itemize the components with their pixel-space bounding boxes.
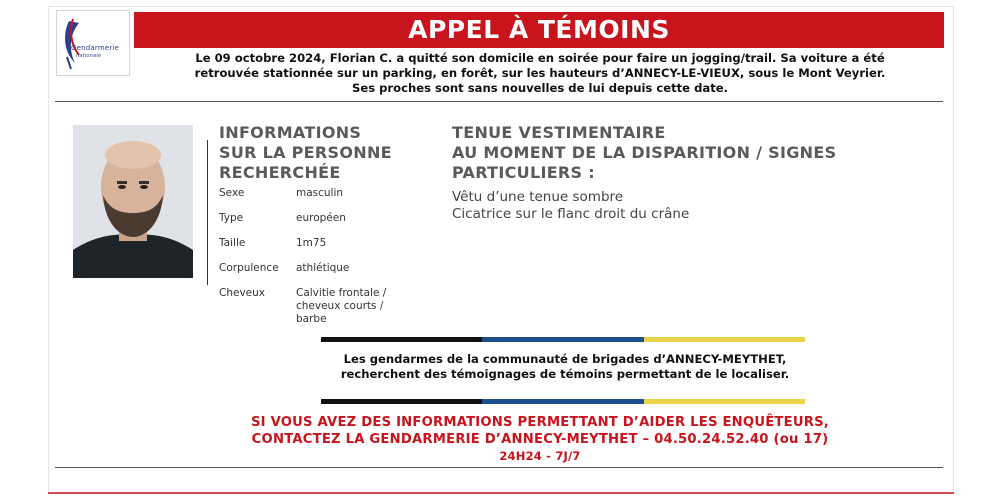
person-photo xyxy=(73,125,193,278)
info-key: Type xyxy=(219,212,244,224)
info-key: Cheveux xyxy=(219,287,265,299)
divider-bottom xyxy=(55,467,943,468)
contact-call-to-action xyxy=(150,414,930,465)
logo-name: Gendarmerie xyxy=(71,44,120,52)
gendarmerie-logo xyxy=(56,10,130,76)
intro-line-2: retrouvée stationnée sur un parking, en forêt, sur les hauteurs d’ANNECY-LE-VIEUX, sous le Mont Veyrier. xyxy=(194,66,886,80)
title-banner: APPEL À TÉMOINS xyxy=(134,12,944,48)
brigade-message xyxy=(320,352,810,382)
brigade-line-2: recherchent des témoignages de témoins permettant de le localiser. xyxy=(340,367,790,381)
clothing-line-2: Cicatrice sur le flanc droit du crâne xyxy=(452,206,690,222)
brigade-line-1: Les gendarmes de la communauté de brigades d’ANNECY-MEYTHET, xyxy=(343,352,787,366)
tricolor-band-top xyxy=(321,337,805,342)
person-info-heading: INFORMATIONS SUR LA PERSONNE RECHERCHÉE xyxy=(219,123,392,182)
info-vertical-divider xyxy=(207,140,208,285)
divider-top xyxy=(55,101,943,102)
info-value: masculin xyxy=(296,187,344,199)
intro-line-3: Ses proches sont sans nouvelles de lui depuis cette date. xyxy=(351,81,729,95)
clothing-description xyxy=(452,189,689,223)
call-line-1: SI VOUS AVEZ DES INFORMATIONS PERMETTANT D’AIDER LES ENQUÊTEURS, xyxy=(250,415,830,430)
intro-line-1: Le 09 octobre 2024, Florian C. a quitté son domicile en soirée pour faire un jogging/trail. Sa voiture a été xyxy=(195,51,885,65)
bottom-red-border xyxy=(48,492,954,494)
info-value: Calvitie frontale / cheveux courts / barbe xyxy=(296,287,387,325)
info-key: Taille xyxy=(219,237,246,249)
person-portrait-image xyxy=(73,125,193,278)
tricolor-band-bottom xyxy=(321,399,805,404)
logo-sub: nationale xyxy=(76,53,102,59)
info-key: Corpulence xyxy=(219,262,279,274)
info-value: athlétique xyxy=(296,262,350,274)
info-value: 1m75 xyxy=(296,237,327,249)
call-line-2: CONTACTEZ LA GENDARMERIE D’ANNECY-MEYTHET – 04.50.24.52.40 (ou 17) xyxy=(251,432,829,447)
info-key: Sexe xyxy=(219,187,245,199)
clothing-line-1: Vêtu d’une tenue sombre xyxy=(452,189,624,205)
call-line-3: 24H24 - 7J/7 xyxy=(499,449,581,463)
intro-text xyxy=(150,51,930,96)
info-value: européen xyxy=(296,212,346,224)
clothing-heading: TENUE VESTIMENTAIRE AU MOMENT DE LA DISPARITION / SIGNES PARTICULIERS : xyxy=(452,123,837,182)
